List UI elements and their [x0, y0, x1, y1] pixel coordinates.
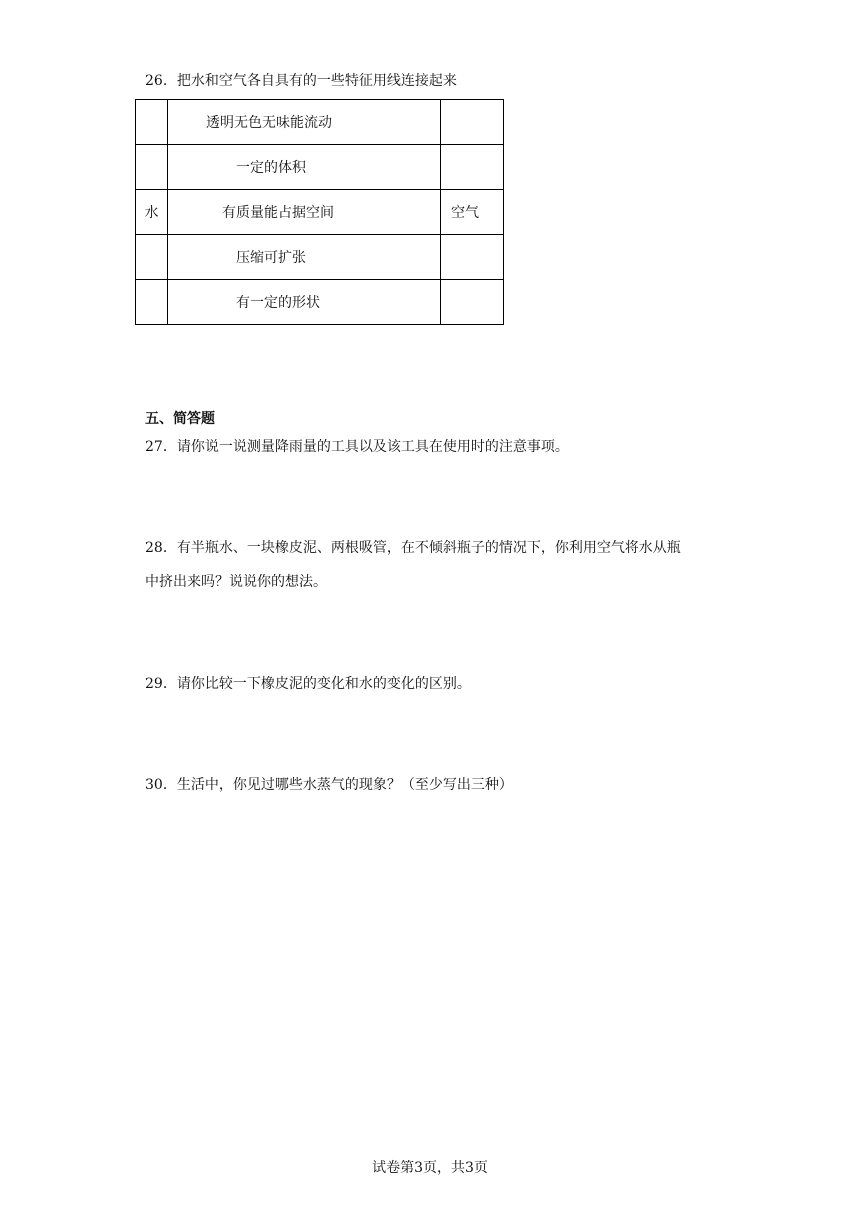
- left-empty-cell: [136, 280, 168, 325]
- right-empty-cell: [441, 145, 504, 190]
- question-26-prompt: [145, 71, 457, 91]
- table-row: [136, 235, 504, 280]
- left-empty-cell: [136, 235, 168, 280]
- table-row: [136, 190, 504, 235]
- right-empty-cell: [441, 235, 504, 280]
- question-27-text: 27．请你说一说测量降雨量的工具以及该工具在使用时的注意事项。: [145, 439, 569, 455]
- table-row: [136, 100, 504, 145]
- question-26-number: 26．: [145, 73, 177, 89]
- left-empty-cell: [136, 100, 168, 145]
- section-heading: 五、简答题: [145, 411, 215, 427]
- feature-cell: 透明无色无味能流动: [168, 100, 441, 145]
- feature-cell: 压缩可扩张: [168, 235, 441, 280]
- water-label-cell: 水: [136, 190, 168, 235]
- question-29-text: 29．请你比较一下橡皮泥的变化和水的变化的区别。: [145, 676, 471, 692]
- right-empty-cell: [441, 100, 504, 145]
- table-row: [136, 145, 504, 190]
- air-label-cell: 空气: [441, 190, 504, 235]
- feature-cell: 有一定的形状: [168, 280, 441, 325]
- question-26-text: 把水和空气各自具有的一些特征用线连接起来: [176, 73, 457, 89]
- matching-table: [135, 99, 504, 325]
- question-28-line-1: 28．有半瓶水、一块橡皮泥、两根吸管，在不倾斜瓶子的情况下，你利用空气将水从瓶: [145, 540, 681, 556]
- table-row: [136, 280, 504, 325]
- question-28-line-2: 中挤出来吗？说说你的想法。: [145, 574, 327, 590]
- page-footer: 试卷第3页，共3页: [372, 1160, 488, 1176]
- feature-cell: 有质量能占据空间: [168, 190, 441, 235]
- question-30-text: 30．生活中，你见过哪些水蒸气的现象？（至少写出三种）: [145, 777, 513, 793]
- feature-cell: 一定的体积: [168, 145, 441, 190]
- right-empty-cell: [441, 280, 504, 325]
- left-empty-cell: [136, 145, 168, 190]
